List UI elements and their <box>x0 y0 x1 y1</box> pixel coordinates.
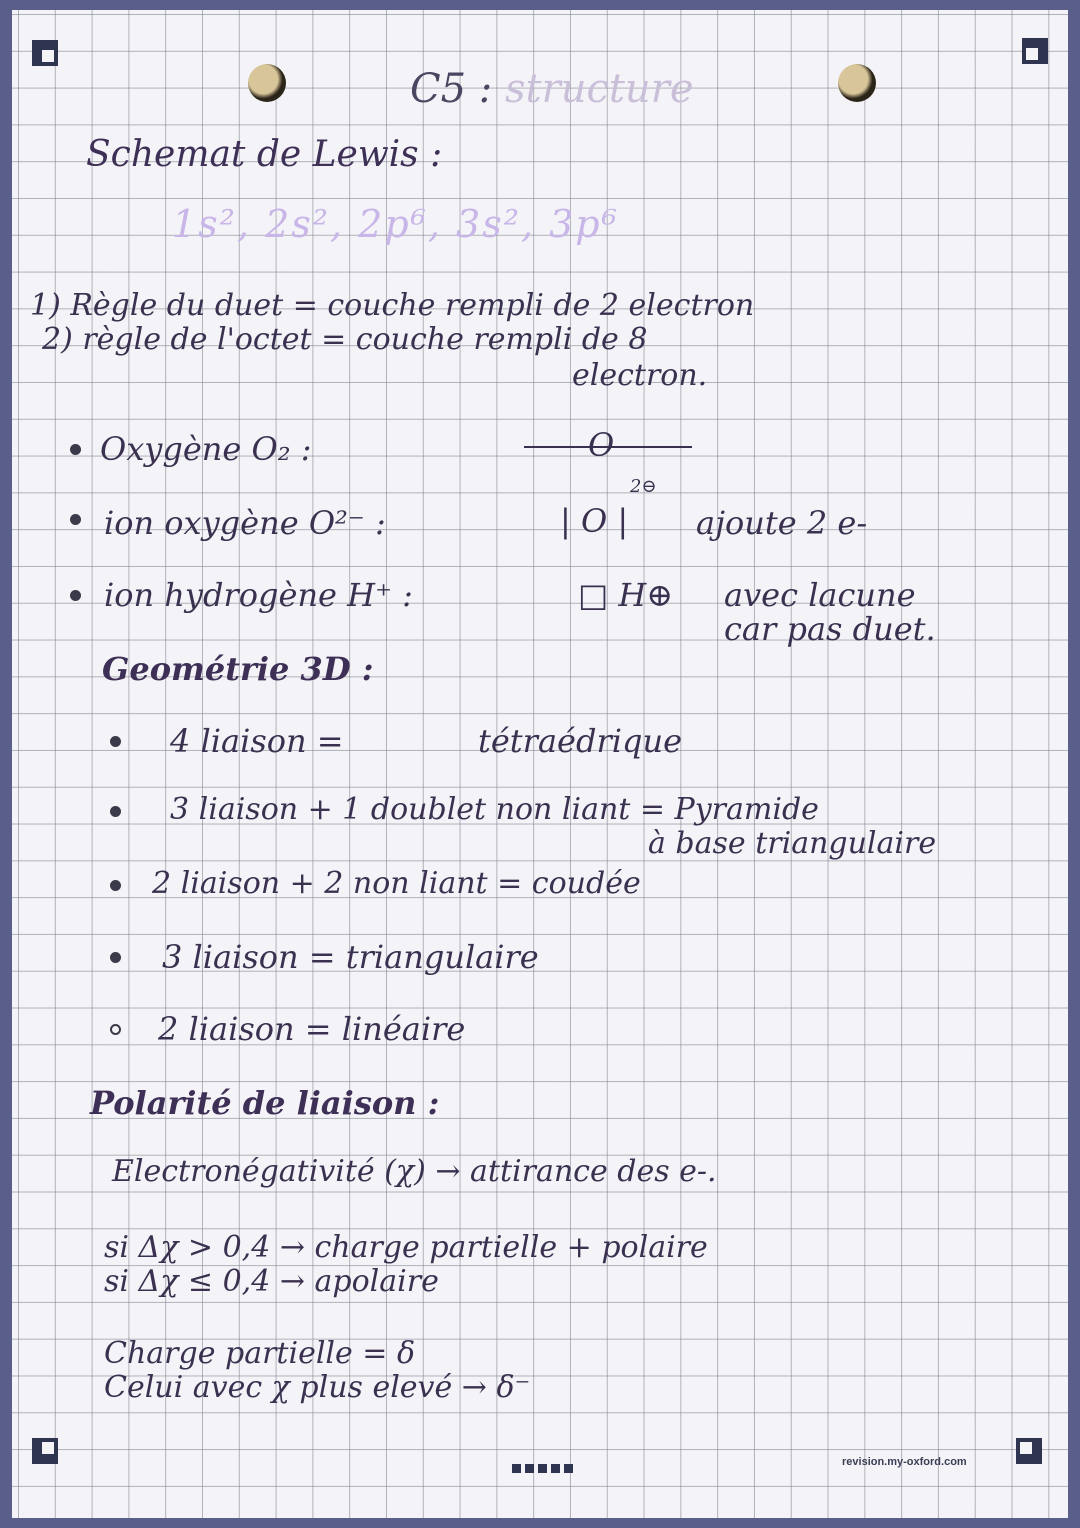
partial-charge-line: Charge partielle = δ <box>104 1336 416 1371</box>
hydrogen-ion-label: ion hydrogène H⁺ : <box>104 576 413 614</box>
corner-marker-top-left <box>32 40 58 66</box>
apolar-condition: si Δχ ≤ 0,4 → apolaire <box>104 1264 439 1299</box>
electronegativity-line: Electronégativité (χ) → attirance des e-. <box>112 1154 717 1189</box>
title-word: structure <box>504 66 694 112</box>
rule-duet: 1) Règle du duet = couche rempli de 2 electron <box>30 288 755 323</box>
oxide-ion-lewis: | O | <box>560 502 629 540</box>
corner-marker-top-right <box>1022 38 1048 64</box>
rule-octet-cont: electron. <box>572 358 708 393</box>
lewis-heading: Schemat de Lewis : <box>86 134 443 175</box>
brand-url: revision.my-oxford.com <box>842 1456 967 1468</box>
geometry-item: 2 liaison = linéaire <box>158 1010 466 1048</box>
hydrogen-ion-note-1: avec lacune <box>724 576 916 614</box>
geometry-result: tétraédrique <box>478 722 683 760</box>
hydrogen-ion-lewis: □ H⊕ <box>578 576 674 614</box>
polar-condition: si Δχ > 0,4 → charge partielle + polaire <box>104 1230 708 1265</box>
notebook-page <box>12 10 1068 1518</box>
bullet-icon <box>110 880 121 891</box>
oxide-ion-note: ajoute 2 e- <box>696 504 868 542</box>
geometry-item: 3 liaison + 1 doublet non liant = Pyramide <box>170 792 819 827</box>
geometry-item: 4 liaison = <box>170 722 344 760</box>
electron-configuration: 1s², 2s², 2p⁶, 3s², 3p⁶ <box>172 202 619 246</box>
bullet-icon <box>110 736 121 747</box>
oxygen-lewis: O <box>588 426 615 464</box>
punch-hole-left <box>248 64 286 102</box>
geometry-item: 2 liaison + 2 non liant = coudée <box>152 866 641 901</box>
bullet-icon <box>110 1024 121 1035</box>
title-prefix: C5 : <box>410 66 505 112</box>
bullet-icon <box>110 806 121 817</box>
page-title <box>410 66 693 112</box>
bullet-icon <box>70 444 81 455</box>
geometry-item: 3 liaison = triangulaire <box>162 938 539 976</box>
bullet-icon <box>70 590 81 601</box>
bullet-icon <box>110 952 121 963</box>
hydrogen-ion-note-2: car pas duet. <box>724 610 936 648</box>
bullet-icon <box>70 514 81 525</box>
corner-marker-bottom-right <box>1016 1438 1042 1464</box>
corner-marker-bottom-left <box>32 1438 58 1464</box>
geometry-result: à base triangulaire <box>648 826 937 861</box>
page-dots <box>512 1458 577 1477</box>
oxygen-label: Oxygène O₂ : <box>100 430 312 468</box>
polarity-heading: Polarité de liaison : <box>90 1084 440 1122</box>
punch-hole-right <box>838 64 876 102</box>
partial-charge-rule: Celui avec χ plus elevé → δ⁻ <box>104 1370 531 1405</box>
oxide-ion-label: ion oxygène O²⁻ : <box>104 504 386 542</box>
oxide-ion-charge: 2⊖ <box>630 476 657 497</box>
rule-octet: 2) règle de l'octet = couche rempli de 8 <box>42 322 648 357</box>
geometry-heading: Geométrie 3D : <box>102 650 374 688</box>
